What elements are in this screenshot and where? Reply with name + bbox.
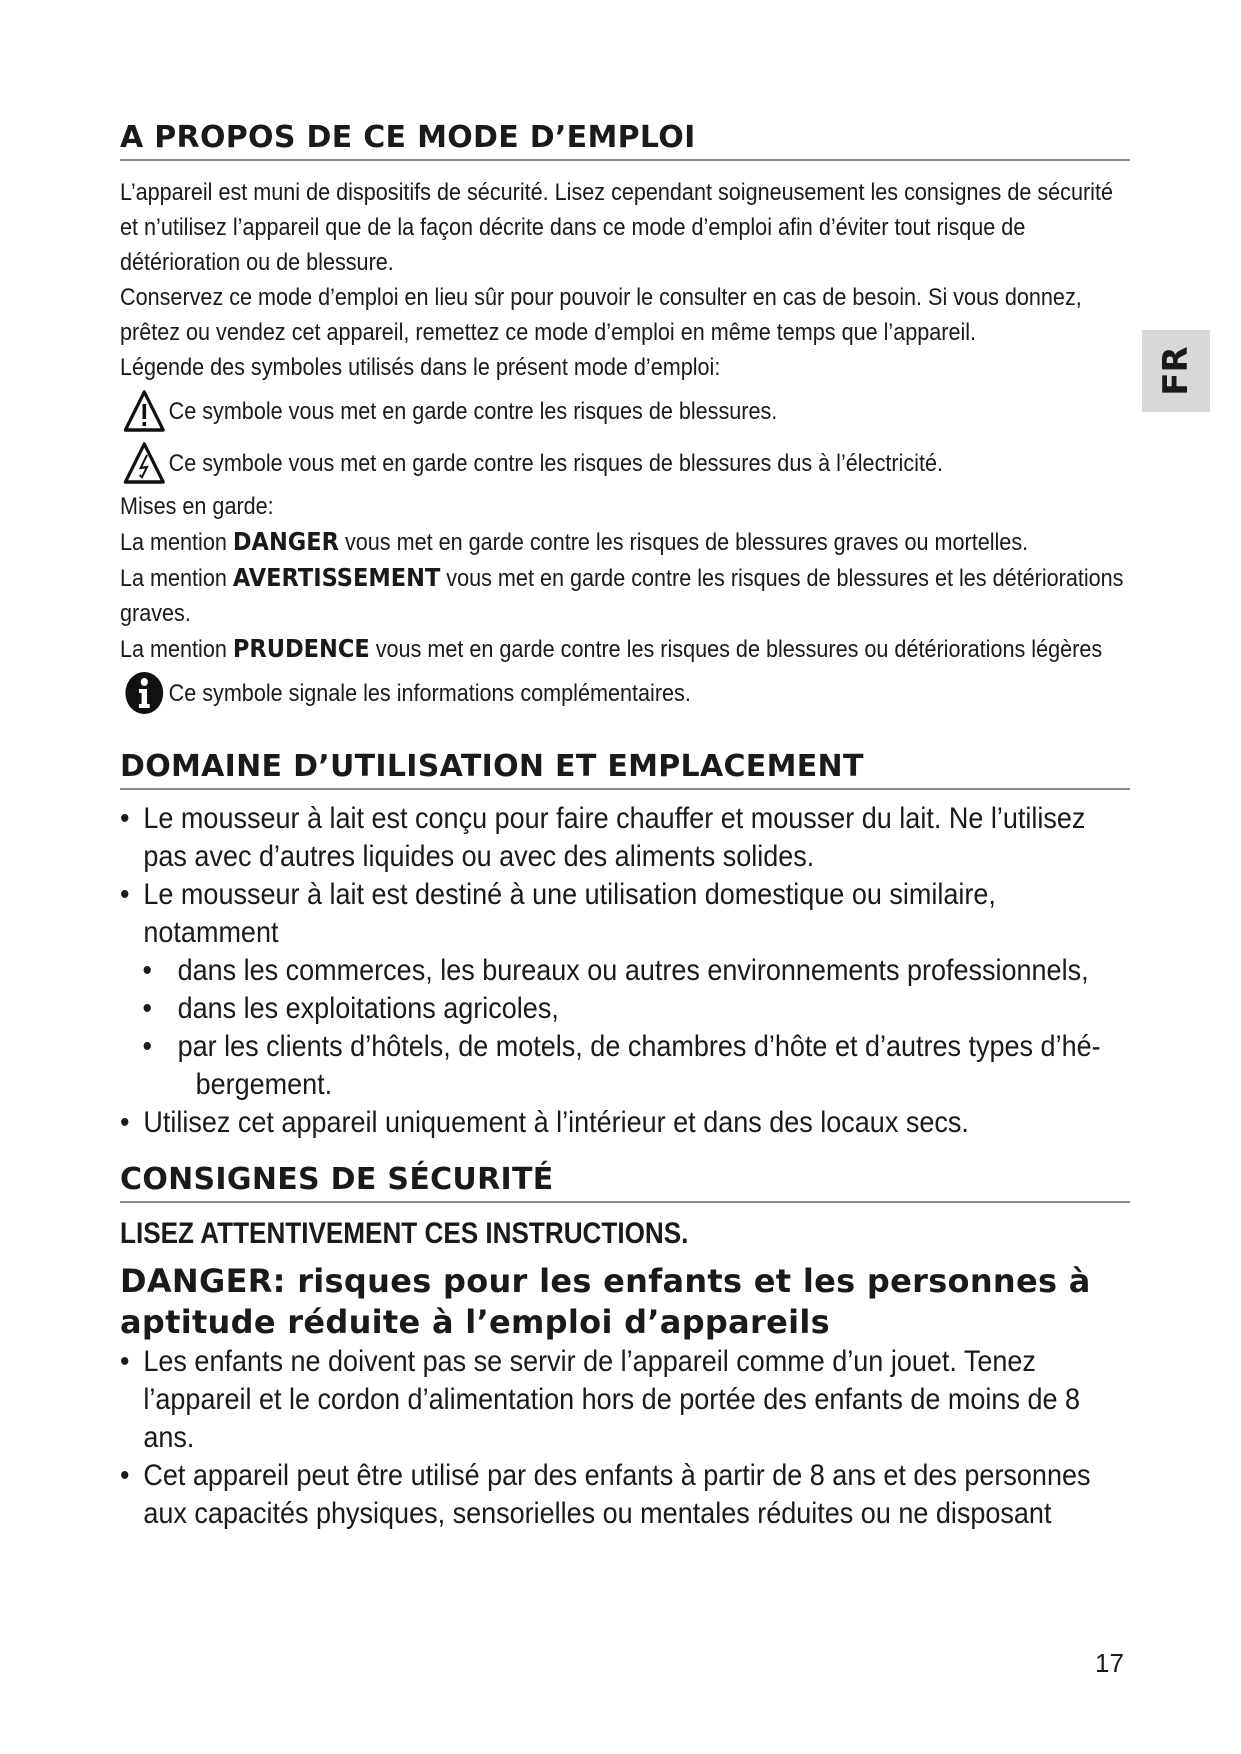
usage-sub-bullet-1 [120, 952, 1130, 990]
sub-bullet-dot: • [142, 954, 152, 987]
legend-electric-row [120, 437, 1130, 489]
about-section-body [120, 175, 1130, 719]
prudence-keyword: PRUDENCE [232, 634, 370, 663]
mention-danger [120, 524, 1130, 560]
legend-info-row [120, 667, 1130, 719]
avertissement-keyword: AVERTISSEMENT [232, 563, 441, 592]
safety-section-body [120, 1343, 1130, 1533]
read-instructions-heading: LISEZ ATTENTIVEMENT CES INSTRUCTIONS. [120, 1217, 689, 1250]
legend-warning-row [120, 385, 1130, 437]
danger-children-heading: DANGER: risques pour les enfants et les personnes à aptitude réduite à l’emploi d’appareils [120, 1262, 1091, 1341]
usage-bullet-3 [120, 1104, 1130, 1142]
section-title-about: A PROPOS DE CE MODE D’EMPLOI [120, 120, 1130, 161]
usage-section-body [120, 800, 1130, 1142]
avertissement-description: vous met en garde contre les risques de blessures et les détériorations graves. [120, 565, 1124, 627]
mention-prefix: La mention [120, 636, 227, 663]
usage-sub-bullet-2-text: dans les exploitations agricoles, [177, 992, 559, 1025]
bullet-dot: • [120, 802, 130, 835]
safety-bullet-1 [120, 1343, 1130, 1457]
safety-bullet-2-text: Cet appareil peut être utilisé par des enfants à partir de 8 ans et des personnes aux capacités physiques, sensorielles ou mentales réduites ou ne disposant [143, 1459, 1091, 1530]
usage-sub-bullet-3-text: par les clients d’hôtels, de motels, de chambres d’hôte et d’autres types d’hé- [177, 1030, 1101, 1063]
usage-bullet-3-text: Utilisez cet appareil uniquement à l’intérieur et dans des locaux secs. [143, 1106, 969, 1139]
warnings-label: Mises en garde: [120, 493, 274, 520]
usage-bullet-2-text: Le mousseur à lait est destiné à une utilisation domestique ou similaire, notamment [143, 878, 996, 949]
bullet-dot: • [120, 1459, 130, 1492]
warning-triangle-icon [120, 387, 169, 435]
language-tab [1142, 330, 1210, 412]
section-title-usage: DOMAINE D’UTILISATION ET EMPLACEMENT [120, 749, 1130, 790]
mention-prefix: La mention [120, 565, 227, 592]
usage-bullet-1 [120, 800, 1130, 876]
about-paragraph-2: Conservez ce mode d’emploi en lieu sûr pour pouvoir le consulter en cas de besoin. Si vous donnez, prêtez ou vendez cet appareil, remettez ce mode d’emploi en même temps que l’appareil. [120, 284, 1082, 346]
language-tab-label: FR [1156, 346, 1196, 396]
mention-avertissement [120, 560, 1130, 631]
legend-warning-text: Ce symbole vous met en garde contre les risques de blessures. [168, 397, 778, 425]
usage-bullet-2 [120, 876, 1130, 952]
sub-bullet-dot: • [142, 1030, 152, 1063]
page-content [120, 120, 1130, 1533]
bullet-dot: • [120, 1345, 130, 1378]
usage-sub-bullet-3 [120, 1028, 1130, 1104]
danger-keyword: DANGER [232, 527, 339, 556]
about-paragraph-1: L’appareil est muni de dispositifs de sécurité. Lisez cependant soigneusement les consignes de sécurité et n’utilisez l’appareil que de la façon décrite dans ce mode d’emploi afin d’éviter tout risque de détérioration ou de blessure. [120, 179, 1113, 276]
info-icon [120, 669, 169, 717]
section-title-safety: CONSIGNES DE SÉCURITÉ [120, 1162, 1130, 1203]
legend-info-text: Ce symbole signale les informations complémentaires. [168, 679, 691, 707]
bullet-dot: • [120, 878, 130, 911]
danger-description: vous met en garde contre les risques de blessures graves ou mortelles. [344, 529, 1029, 556]
prudence-description: vous met en garde contre les risques de blessures ou détériorations légères [375, 636, 1103, 663]
mention-prudence [120, 631, 1130, 667]
legend-intro: Légende des symboles utilisés dans le présent mode d’emploi: [120, 354, 721, 381]
mention-prefix: La mention [120, 529, 227, 556]
safety-bullet-2 [120, 1457, 1130, 1533]
safety-bullet-1-text: Les enfants ne doivent pas se servir de l’appareil comme d’un jouet. Tenez l’appareil et le cordon d’alimentation hors de portée des enfants de moins de 8 ans. [143, 1345, 1080, 1454]
bullet-dot: • [120, 1106, 130, 1139]
sub-bullet-dot: • [142, 992, 152, 1025]
page-number: 17 [1095, 1648, 1124, 1678]
usage-bullet-1-text: Le mousseur à lait est conçu pour faire chauffer et mousser du lait. Ne l’utilisez pas avec d’autres liquides ou avec des aliments solides. [143, 802, 1086, 873]
electric-hazard-icon [120, 439, 169, 487]
legend-electric-text: Ce symbole vous met en garde contre les risques de blessures dus à l’électricité. [168, 449, 943, 477]
usage-sub-bullet-1-text: dans les commerces, les bureaux ou autres environnements professionnels, [177, 954, 1089, 987]
usage-sub-bullet-3-continuation: bergement. [195, 1068, 333, 1101]
usage-sub-bullet-2 [120, 990, 1130, 1028]
